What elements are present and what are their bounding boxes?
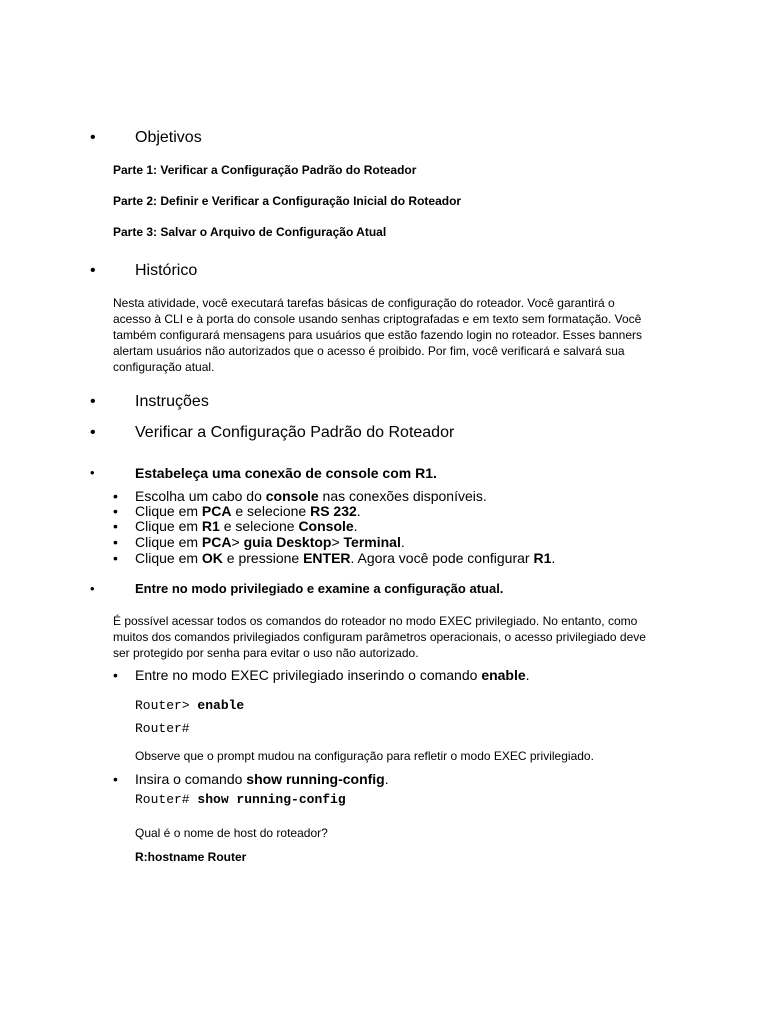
list-bullet: • [113,550,118,566]
question-hostname: Qual é o nome de host do roteador? [135,826,328,840]
heading-verificar: Verificar a Configuração Padrão do Roteador [135,424,455,441]
code-show-running-config: Router# show running-config [135,792,346,807]
bullet-historico: • [90,262,96,279]
part-2: Parte 2: Definir e Verificar a Configuração Inicial do Roteador [113,194,462,208]
bullet-step2: • [90,581,95,596]
historico-paragraph [113,295,673,375]
step1-item-2: Clique em PCA e selecione RS 232. [135,503,361,519]
heading-objetivos: Objetivos [135,129,202,146]
step2-title: Entre no modo privilegiado e examine a configuração atual. [135,581,504,596]
bullet-verificar: • [90,424,96,441]
historico-line: acesso à CLI e à porta do console usando senhas criptografadas e em texto sem formatação. Você [113,312,642,326]
part-1: Parte 1: Verificar a Configuração Padrão do Roteador [113,163,417,177]
step1-item-1: Escolha um cabo do console nas conexões disponíveis. [135,488,487,504]
step2-line: muitos dos comandos privilegiados configuram parâmetros operacionais, o acesso privilegiado deve [113,630,646,644]
historico-line: também configurará mensagens para usuários que estão fazendo login no roteador. Esses banners [113,328,642,342]
code-router-enable: Router> enable [135,698,245,713]
step2-paragraph [113,613,693,661]
bullet-step1: • [90,465,95,480]
list-bullet: • [113,518,118,534]
list-bullet: • [113,667,118,683]
list-bullet: • [113,488,118,504]
step1-item-5: Clique em OK e pressione ENTER. Agora você pode configurar R1. [135,550,556,566]
step1-item-4: Clique em PCA> guia Desktop> Terminal. [135,534,405,550]
part-3: Parte 3: Salvar o Arquivo de Configuração Atual [113,225,387,239]
heading-historico: Histórico [135,262,198,279]
list-bullet: • [113,771,118,787]
list-bullet: • [113,534,118,550]
step2-line: É possível acessar todos os comandos do roteador no modo EXEC privilegiado. No entanto, como [113,614,638,628]
observe-text: Observe que o prompt mudou na configuração para refletir o modo EXEC privilegiado. [135,749,594,763]
step2-item-enable: Entre no modo EXEC privilegiado inserindo o comando enable. [135,667,530,683]
step2-line: ser protegido por senha para evitar o uso não autorizado. [113,646,419,660]
step2-item-show: Insira o comando show running-config. [135,771,389,787]
answer-hostname: R:hostname Router [135,850,247,864]
historico-line: alertam usuários não autorizados que o acesso é proibido. Por fim, você verificará e salvará sua [113,344,625,358]
historico-line: Nesta atividade, você executará tarefas básicas de configuração do roteador. Você garantirá o [113,296,615,310]
step1-item-3: Clique em R1 e selecione Console. [135,518,358,534]
list-bullet: • [113,503,118,519]
heading-instrucoes: Instruções [135,393,209,410]
code-router-hash: Router# [135,721,190,736]
step1-title: Estabeleça uma conexão de console com R1. [135,465,437,481]
bullet-instrucoes: • [90,393,96,410]
historico-line: configuração atual. [113,360,215,374]
bullet-objetivos: • [90,129,96,146]
